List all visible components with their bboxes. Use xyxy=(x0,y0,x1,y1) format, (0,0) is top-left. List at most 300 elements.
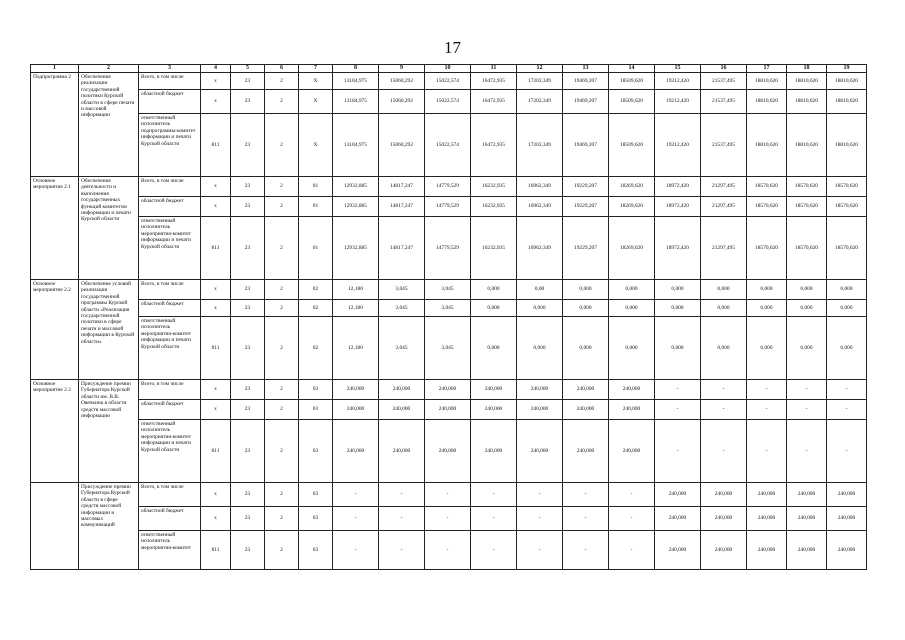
code-cell: 23 xyxy=(231,90,265,114)
column-number-row xyxy=(31,65,867,73)
amount-cell: - xyxy=(655,420,701,483)
page-number: 17 xyxy=(444,38,461,57)
code-cell: 02 xyxy=(299,280,333,300)
amount-cell: 0,000 xyxy=(471,280,517,300)
code-cell: 811 xyxy=(201,217,231,280)
amount-cell: - xyxy=(333,483,379,507)
status-cell: Основное мероприятие 2.1 xyxy=(31,177,79,280)
code-cell: x xyxy=(201,400,231,420)
table-row xyxy=(31,507,867,531)
amount-cell: 3,045 xyxy=(425,280,471,300)
column-number: 14 xyxy=(609,65,655,73)
amount-cell: 15060,292 xyxy=(379,114,425,177)
column-number: 3 xyxy=(139,65,201,73)
amount-cell: 14779,529 xyxy=(425,177,471,197)
amount-cell: 17202,349 xyxy=(517,73,563,90)
code-cell: 23 xyxy=(231,420,265,483)
column-number: 2 xyxy=(79,65,139,73)
code-cell: 23 xyxy=(231,317,265,380)
amount-cell: - xyxy=(517,507,563,531)
amount-cell: 16472,935 xyxy=(471,73,517,90)
funding-source-cell: ответственный исполнитель мероприятия-комитет информации и печати Курской области xyxy=(139,217,201,280)
code-cell: X xyxy=(299,73,333,90)
amount-cell: 0,000 xyxy=(787,280,827,300)
amount-cell: 19212,420 xyxy=(655,114,701,177)
amount-cell: 0,000 xyxy=(517,317,563,380)
amount-cell: 19469,207 xyxy=(563,90,609,114)
column-number: 9 xyxy=(379,65,425,73)
amount-cell: 16962,349 xyxy=(517,217,563,280)
amount-cell: - xyxy=(471,531,517,570)
amount-cell: 0,000 xyxy=(609,300,655,317)
amount-cell: - xyxy=(655,400,701,420)
amount-cell: 240,000 xyxy=(333,420,379,483)
amount-cell: 13184,975 xyxy=(333,114,379,177)
amount-cell: 240,000 xyxy=(701,483,747,507)
code-cell: 01 xyxy=(299,197,333,217)
amount-cell: 14817,247 xyxy=(379,177,425,197)
amount-cell: 19469,207 xyxy=(563,114,609,177)
code-cell: 23 xyxy=(231,73,265,90)
amount-cell: 0,000 xyxy=(827,300,867,317)
column-number: 1 xyxy=(31,65,79,73)
amount-cell: 240,000 xyxy=(379,380,425,400)
amount-cell: 18509,620 xyxy=(609,114,655,177)
amount-cell: 240,000 xyxy=(827,507,867,531)
amount-cell: 0,000 xyxy=(827,280,867,300)
amount-cell: 0,000 xyxy=(747,280,787,300)
amount-cell: 21297,495 xyxy=(701,177,747,197)
amount-cell: 19229,207 xyxy=(563,217,609,280)
amount-cell: 3,045 xyxy=(425,317,471,380)
amount-cell: 18810,620 xyxy=(827,114,867,177)
code-cell: x xyxy=(201,483,231,507)
code-cell: 23 xyxy=(231,114,265,177)
amount-cell: 240,000 xyxy=(609,420,655,483)
amount-cell: 12,180 xyxy=(333,300,379,317)
funding-source-cell: Всего, в том числе xyxy=(139,73,201,90)
amount-cell: 12,180 xyxy=(333,280,379,300)
amount-cell: 240,000 xyxy=(747,531,787,570)
amount-cell: 0,000 xyxy=(563,280,609,300)
code-cell: 23 xyxy=(231,483,265,507)
code-cell: 2 xyxy=(265,420,299,483)
code-cell: x xyxy=(201,73,231,90)
code-cell: 811 xyxy=(201,420,231,483)
amount-cell: 12932,885 xyxy=(333,217,379,280)
amount-cell: 240,000 xyxy=(701,531,747,570)
code-cell: x xyxy=(201,197,231,217)
code-cell: 23 xyxy=(231,217,265,280)
amount-cell: - xyxy=(563,483,609,507)
code-cell: 2 xyxy=(265,90,299,114)
status-cell: Подпрограмма 2 xyxy=(31,73,79,177)
amount-cell: 18570,620 xyxy=(827,197,867,217)
funding-source-cell: Всего, в том числе xyxy=(139,177,201,197)
amount-cell: 21537,495 xyxy=(701,90,747,114)
budget-table xyxy=(30,64,867,570)
amount-cell: - xyxy=(747,400,787,420)
code-cell: 03 xyxy=(299,483,333,507)
amount-cell: 18810,620 xyxy=(747,73,787,90)
column-number: 13 xyxy=(563,65,609,73)
table-row xyxy=(31,531,867,570)
code-cell: 811 xyxy=(201,531,231,570)
amount-cell: - xyxy=(827,400,867,420)
amount-cell: 12,180 xyxy=(333,317,379,380)
table-row xyxy=(31,483,867,507)
amount-cell: 240,000 xyxy=(517,400,563,420)
amount-cell: 240,000 xyxy=(563,400,609,420)
amount-cell: 18810,620 xyxy=(787,114,827,177)
funding-source-cell: ответственный исполнитель мероприятия-комитет информации и печати Курской области xyxy=(139,420,201,483)
code-cell: 23 xyxy=(231,400,265,420)
column-number: 4 xyxy=(201,65,231,73)
amount-cell: 18810,620 xyxy=(787,73,827,90)
status-cell xyxy=(31,483,79,570)
amount-cell: 240,000 xyxy=(787,531,827,570)
code-cell: x xyxy=(201,177,231,197)
code-cell: X xyxy=(299,114,333,177)
program-name-cell: Присуждение премии Губернатора Курской области в сфере средств массовой информации и массовых коммуникаций xyxy=(79,483,139,570)
amount-cell: 14817,247 xyxy=(379,217,425,280)
column-number: 7 xyxy=(299,65,333,73)
amount-cell: 15060,292 xyxy=(379,73,425,90)
amount-cell: 0,000 xyxy=(563,317,609,380)
funding-source-cell: областной бюджет xyxy=(139,197,201,217)
amount-cell: 240,000 xyxy=(517,420,563,483)
code-cell: 23 xyxy=(231,300,265,317)
amount-cell: 240,000 xyxy=(787,507,827,531)
amount-cell: - xyxy=(471,507,517,531)
amount-cell: 16472,935 xyxy=(471,114,517,177)
code-cell: 01 xyxy=(299,177,333,197)
code-cell: 2 xyxy=(265,197,299,217)
program-name-cell: Обеспечение реализации государственной политики Курской области в сфере печати и массовой информации xyxy=(79,73,139,177)
amount-cell: 240,000 xyxy=(563,420,609,483)
amount-cell: - xyxy=(563,507,609,531)
amount-cell: 15022,574 xyxy=(425,114,471,177)
amount-cell: 14779,529 xyxy=(425,217,471,280)
amount-cell: 18972,420 xyxy=(655,217,701,280)
amount-cell: 16962,349 xyxy=(517,197,563,217)
column-number: 8 xyxy=(333,65,379,73)
code-cell: 03 xyxy=(299,531,333,570)
amount-cell: 18810,620 xyxy=(747,114,787,177)
amount-cell: - xyxy=(609,483,655,507)
amount-cell: 18570,620 xyxy=(787,177,827,197)
amount-cell: 0,000 xyxy=(655,300,701,317)
amount-cell: 240,000 xyxy=(701,507,747,531)
code-cell: 2 xyxy=(265,114,299,177)
amount-cell: 0,000 xyxy=(747,317,787,380)
amount-cell: 19212,420 xyxy=(655,73,701,90)
code-cell: 2 xyxy=(265,280,299,300)
code-cell: x xyxy=(201,507,231,531)
amount-cell: - xyxy=(333,507,379,531)
code-cell: 2 xyxy=(265,317,299,380)
amount-cell: 240,000 xyxy=(471,380,517,400)
column-number: 5 xyxy=(231,65,265,73)
funding-source-cell: областной бюджет xyxy=(139,507,201,531)
table-row xyxy=(31,420,867,483)
funding-source-cell: областной бюджет xyxy=(139,300,201,317)
amount-cell: 0,000 xyxy=(471,317,517,380)
program-name-cell: Обеспечение условий реализации государственной программы Курской области «Реализация государственной политики в сфере печати и массовой информации в Курской области» xyxy=(79,280,139,380)
amount-cell: 18810,620 xyxy=(787,90,827,114)
amount-cell: 16232,935 xyxy=(471,177,517,197)
amount-cell: 21537,495 xyxy=(701,73,747,90)
code-cell: 01 xyxy=(299,217,333,280)
funding-source-cell: Всего, в том числе xyxy=(139,280,201,300)
table-row xyxy=(31,90,867,114)
code-cell: x xyxy=(201,90,231,114)
amount-cell: 0,000 xyxy=(787,300,827,317)
amount-cell: 0,000 xyxy=(701,317,747,380)
amount-cell: 19229,207 xyxy=(563,197,609,217)
program-name-cell: Присуждение премии Губернатора Курской области им. В.В. Овечкина в области средств массовой информации xyxy=(79,380,139,483)
amount-cell: 18570,620 xyxy=(747,217,787,280)
amount-cell: 18509,620 xyxy=(609,90,655,114)
amount-cell: 240,000 xyxy=(517,380,563,400)
code-cell: 23 xyxy=(231,380,265,400)
amount-cell: 3,045 xyxy=(379,280,425,300)
amount-cell: 18269,620 xyxy=(609,197,655,217)
code-cell: 2 xyxy=(265,483,299,507)
code-cell: 2 xyxy=(265,73,299,90)
amount-cell: 13184,975 xyxy=(333,73,379,90)
amount-cell: 240,000 xyxy=(333,400,379,420)
amount-cell: - xyxy=(425,483,471,507)
code-cell: x xyxy=(201,300,231,317)
status-cell: Основное мероприятие 2.2 xyxy=(31,280,79,380)
amount-cell: 240,000 xyxy=(655,531,701,570)
amount-cell: 0,000 xyxy=(655,317,701,380)
amount-cell: - xyxy=(827,380,867,400)
amount-cell: 0,000 xyxy=(747,300,787,317)
amount-cell: 240,000 xyxy=(747,507,787,531)
amount-cell: 18509,620 xyxy=(609,73,655,90)
amount-cell: 240,000 xyxy=(425,380,471,400)
amount-cell: 3,045 xyxy=(379,317,425,380)
code-cell: 23 xyxy=(231,177,265,197)
amount-cell: 240,000 xyxy=(471,400,517,420)
code-cell: 2 xyxy=(265,177,299,197)
amount-cell: 15022,574 xyxy=(425,73,471,90)
code-cell: 03 xyxy=(299,380,333,400)
column-number: 19 xyxy=(827,65,867,73)
amount-cell: 0,000 xyxy=(609,317,655,380)
amount-cell: 18570,620 xyxy=(747,177,787,197)
code-cell: 03 xyxy=(299,420,333,483)
funding-source-cell: Всего, в том числе xyxy=(139,380,201,400)
amount-cell: 18972,420 xyxy=(655,177,701,197)
amount-cell: 15022,574 xyxy=(425,90,471,114)
amount-cell: - xyxy=(517,531,563,570)
amount-cell: 240,000 xyxy=(379,400,425,420)
amount-cell: 0,000 xyxy=(609,280,655,300)
table-row xyxy=(31,73,867,90)
code-cell: 23 xyxy=(231,531,265,570)
amount-cell: 0,000 xyxy=(517,300,563,317)
amount-cell: - xyxy=(379,531,425,570)
amount-cell: 18570,620 xyxy=(827,177,867,197)
amount-cell: - xyxy=(747,380,787,400)
code-cell: 2 xyxy=(265,507,299,531)
code-cell: X xyxy=(299,90,333,114)
column-number: 12 xyxy=(517,65,563,73)
amount-cell: - xyxy=(787,400,827,420)
status-cell: Основное мероприятие 2.3 xyxy=(31,380,79,483)
table-row xyxy=(31,197,867,217)
amount-cell: 13184,975 xyxy=(333,90,379,114)
amount-cell: 18810,620 xyxy=(827,90,867,114)
code-cell: 811 xyxy=(201,317,231,380)
table-row xyxy=(31,280,867,300)
amount-cell: - xyxy=(747,420,787,483)
funding-source-cell: ответственный исполнитель мероприятия-комитет xyxy=(139,531,201,570)
code-cell: 03 xyxy=(299,507,333,531)
amount-cell: 18269,620 xyxy=(609,217,655,280)
amount-cell: 240,000 xyxy=(609,400,655,420)
amount-cell: 240,000 xyxy=(379,420,425,483)
table-row xyxy=(31,114,867,177)
table-row xyxy=(31,300,867,317)
funding-source-cell: ответственный исполнитель подпрограммы-комитет информации и печати Курской области xyxy=(139,114,201,177)
amount-cell: - xyxy=(517,483,563,507)
table-row xyxy=(31,217,867,280)
code-cell: 02 xyxy=(299,317,333,380)
amount-cell: 16232,935 xyxy=(471,217,517,280)
table-row xyxy=(31,380,867,400)
column-number: 10 xyxy=(425,65,471,73)
code-cell: 811 xyxy=(201,114,231,177)
amount-cell: 16232,935 xyxy=(471,197,517,217)
amount-cell: - xyxy=(827,420,867,483)
code-cell: 23 xyxy=(231,507,265,531)
amount-cell: 17202,349 xyxy=(517,114,563,177)
amount-cell: 21297,495 xyxy=(701,217,747,280)
amount-cell: 240,000 xyxy=(425,420,471,483)
amount-cell: - xyxy=(471,483,517,507)
amount-cell: 240,000 xyxy=(827,531,867,570)
amount-cell: 0,000 xyxy=(471,300,517,317)
code-cell: 2 xyxy=(265,300,299,317)
amount-cell: - xyxy=(787,380,827,400)
amount-cell: 240,000 xyxy=(655,483,701,507)
amount-cell: 19229,207 xyxy=(563,177,609,197)
amount-cell: 0,000 xyxy=(701,280,747,300)
column-number: 6 xyxy=(265,65,299,73)
amount-cell: - xyxy=(609,507,655,531)
amount-cell: 19469,207 xyxy=(563,73,609,90)
amount-cell: 0,000 xyxy=(563,300,609,317)
amount-cell: 0,000 xyxy=(655,280,701,300)
funding-source-cell: Всего, в том числе xyxy=(139,483,201,507)
code-cell: 23 xyxy=(231,197,265,217)
amount-cell: 240,000 xyxy=(655,507,701,531)
code-cell: 2 xyxy=(265,380,299,400)
amount-cell: 240,000 xyxy=(747,483,787,507)
amount-cell: 0,00 xyxy=(517,280,563,300)
code-cell: 2 xyxy=(265,217,299,280)
amount-cell: - xyxy=(787,420,827,483)
amount-cell: - xyxy=(379,483,425,507)
program-name-cell: Обеспечение деятельности и выполнения государственных функций комитетом информации и печати Курской области xyxy=(79,177,139,280)
amount-cell: 240,000 xyxy=(609,380,655,400)
funding-source-cell: ответственный исполнитель мероприятия-комитет информации и печати Курской области xyxy=(139,317,201,380)
amount-cell: 17202,349 xyxy=(517,90,563,114)
amount-cell: 18570,620 xyxy=(827,217,867,280)
amount-cell: - xyxy=(425,531,471,570)
amount-cell: 12932,885 xyxy=(333,177,379,197)
amount-cell: 0,000 xyxy=(827,317,867,380)
amount-cell: 14779,529 xyxy=(425,197,471,217)
table-row xyxy=(31,177,867,197)
amount-cell: 18570,620 xyxy=(747,197,787,217)
column-number: 16 xyxy=(701,65,747,73)
amount-cell: 240,000 xyxy=(787,483,827,507)
amount-cell: 18810,620 xyxy=(827,73,867,90)
amount-cell: 21537,495 xyxy=(701,114,747,177)
amount-cell: 18810,620 xyxy=(747,90,787,114)
amount-cell: - xyxy=(701,420,747,483)
column-number: 18 xyxy=(787,65,827,73)
amount-cell: 18972,420 xyxy=(655,197,701,217)
table-row xyxy=(31,317,867,380)
amount-cell: 12932,885 xyxy=(333,197,379,217)
table-row xyxy=(31,400,867,420)
funding-source-cell: областной бюджет xyxy=(139,90,201,114)
amount-cell: 0,000 xyxy=(787,317,827,380)
funding-source-cell: областной бюджет xyxy=(139,400,201,420)
amount-cell: 14817,247 xyxy=(379,197,425,217)
amount-cell: 15060,292 xyxy=(379,90,425,114)
amount-cell: - xyxy=(379,507,425,531)
amount-cell: 240,000 xyxy=(425,400,471,420)
amount-cell: 21297,495 xyxy=(701,197,747,217)
amount-cell: 240,000 xyxy=(563,380,609,400)
amount-cell: - xyxy=(333,531,379,570)
column-number: 17 xyxy=(747,65,787,73)
amount-cell: 19212,420 xyxy=(655,90,701,114)
amount-cell: 16472,935 xyxy=(471,90,517,114)
amount-cell: - xyxy=(609,531,655,570)
amount-cell: 3,045 xyxy=(425,300,471,317)
amount-cell: - xyxy=(701,400,747,420)
amount-cell: - xyxy=(563,531,609,570)
amount-cell: 18269,620 xyxy=(609,177,655,197)
code-cell: 02 xyxy=(299,300,333,317)
column-number: 15 xyxy=(655,65,701,73)
code-cell: x xyxy=(201,380,231,400)
amount-cell: 18570,620 xyxy=(787,197,827,217)
amount-cell: - xyxy=(425,507,471,531)
code-cell: 2 xyxy=(265,531,299,570)
code-cell: 03 xyxy=(299,400,333,420)
code-cell: 23 xyxy=(231,280,265,300)
amount-cell: 18570,620 xyxy=(787,217,827,280)
amount-cell: 3,045 xyxy=(379,300,425,317)
code-cell: 2 xyxy=(265,400,299,420)
amount-cell: 0,000 xyxy=(701,300,747,317)
code-cell: x xyxy=(201,280,231,300)
column-number: 11 xyxy=(471,65,517,73)
amount-cell: 240,000 xyxy=(827,483,867,507)
amount-cell: - xyxy=(655,380,701,400)
amount-cell: 240,000 xyxy=(471,420,517,483)
amount-cell: 240,000 xyxy=(333,380,379,400)
